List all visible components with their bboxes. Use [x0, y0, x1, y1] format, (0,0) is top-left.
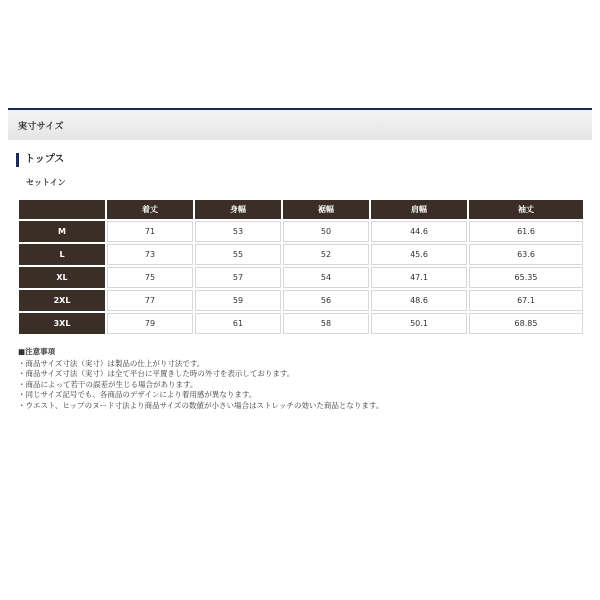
note-item: ・同じサイズ記号でも、各商品のデザインにより着用感が異なります。 — [18, 390, 257, 399]
section-header — [8, 108, 592, 140]
table-cell: 75 — [107, 267, 193, 288]
table-cell: 57 — [195, 267, 281, 288]
note-item: ・商品サイズ寸法（実寸）は製品の仕上がり寸法です。 — [18, 358, 205, 368]
table-cell: 79 — [107, 313, 193, 334]
table-row — [19, 244, 583, 265]
column-header: 裾幅 — [283, 200, 369, 219]
table-cell: 53 — [195, 221, 281, 242]
subcategory-label: セットイン — [26, 178, 66, 187]
table-cell: 45.6 — [371, 244, 467, 265]
table-cell: 67.1 — [469, 290, 583, 311]
row-size-label: L — [19, 244, 105, 265]
row-size-label: XL — [19, 267, 105, 288]
table-cell: 48.6 — [371, 290, 467, 311]
table-cell: 71 — [107, 221, 193, 242]
table-cell: 44.6 — [371, 221, 467, 242]
row-size-label: M — [19, 221, 105, 242]
table-cell: 54 — [283, 267, 369, 288]
table-row — [19, 221, 583, 242]
size-table — [17, 198, 585, 336]
table-cell: 55 — [195, 244, 281, 265]
note-item: ・商品によって若干の誤差が生じる場合があります。 — [18, 379, 198, 389]
notes-section — [18, 347, 588, 411]
table-cell: 61 — [195, 313, 281, 334]
table-cell: 61.6 — [469, 221, 583, 242]
table-header-row — [19, 200, 583, 219]
section-title: 実寸サイズ — [18, 122, 64, 132]
table-row — [19, 267, 583, 288]
table-row — [19, 290, 583, 311]
note-item: ・ウエスト、ヒップのヌード寸法より商品サイズの数値が小さい場合はストレッチの効いた商品となります。 — [18, 400, 384, 410]
table-cell: 56 — [283, 290, 369, 311]
row-size-label: 3XL — [19, 313, 105, 334]
column-header: 袖丈 — [469, 200, 583, 219]
table-cell: 47.1 — [371, 267, 467, 288]
table-cell: 50 — [283, 221, 369, 242]
notes-title: ■注意事項 — [18, 347, 56, 356]
table-cell: 50.1 — [371, 313, 467, 334]
table-corner-cell — [19, 200, 105, 219]
column-header: 身幅 — [195, 200, 281, 219]
table-cell: 59 — [195, 290, 281, 311]
table-cell: 58 — [283, 313, 369, 334]
table-cell: 68.85 — [469, 313, 583, 334]
note-item: ・商品サイズ寸法（実寸）は全て平台に平置きした時の外寸を表示しております。 — [18, 369, 295, 378]
table-cell: 65.35 — [469, 267, 583, 288]
table-cell: 73 — [107, 244, 193, 265]
table-cell: 63.6 — [469, 244, 583, 265]
table-cell: 77 — [107, 290, 193, 311]
row-size-label: 2XL — [19, 290, 105, 311]
column-header: 肩幅 — [371, 200, 467, 219]
category-title: トップス — [16, 153, 64, 167]
table-row — [19, 313, 583, 334]
column-header: 着丈 — [107, 200, 193, 219]
table-cell: 52 — [283, 244, 369, 265]
